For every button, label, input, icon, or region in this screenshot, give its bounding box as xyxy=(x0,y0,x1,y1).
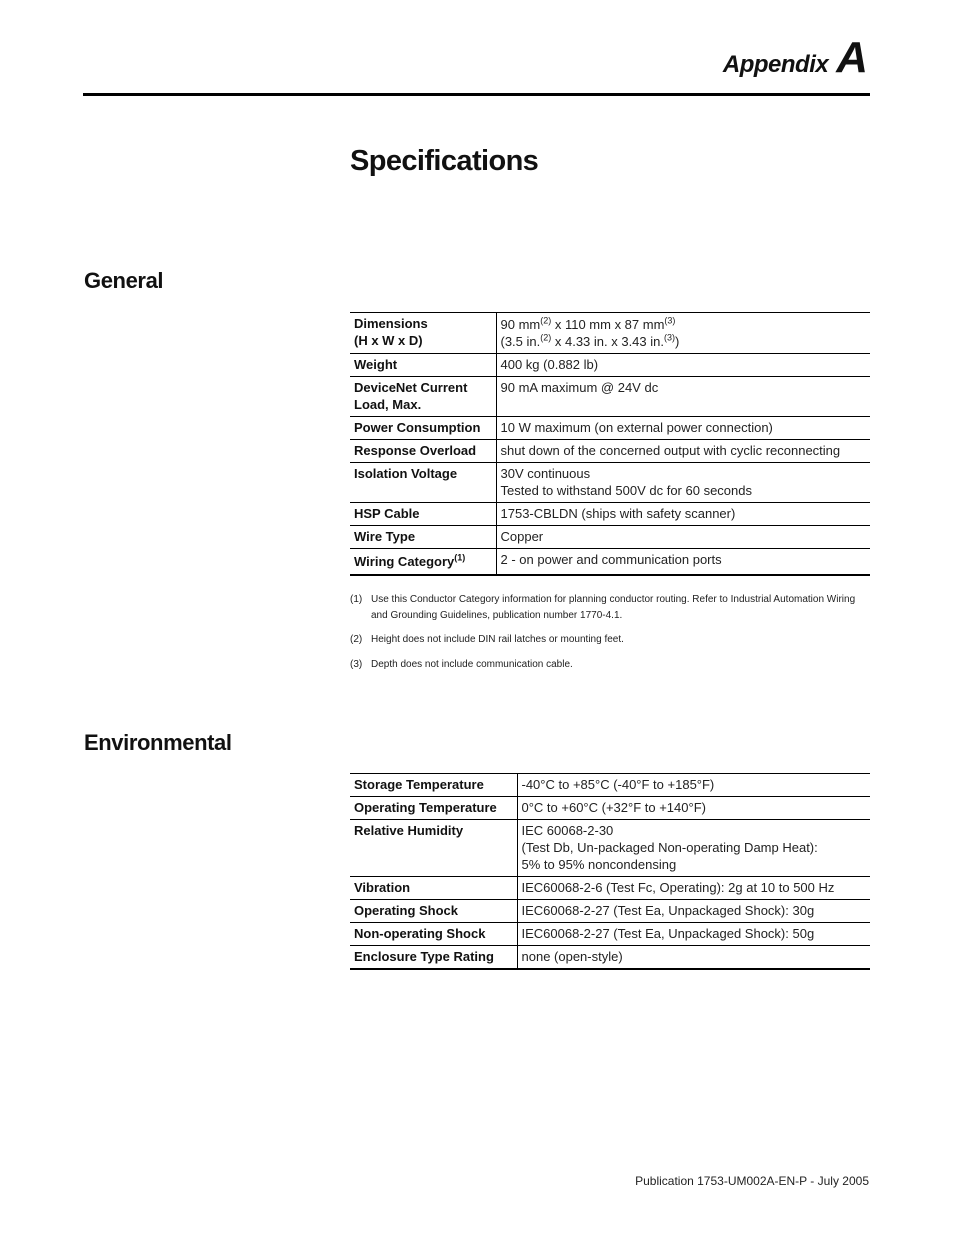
table-row xyxy=(350,417,870,440)
table-row xyxy=(350,946,870,970)
appendix-letter: A xyxy=(836,33,868,82)
row-value: Copper xyxy=(496,526,870,549)
row-label: Power Consumption xyxy=(350,417,496,440)
row-value: 400 kg (0.882 lb) xyxy=(496,354,870,377)
general-heading: General xyxy=(84,268,164,293)
row-value: 30V continuous Tested to withstand 500V dc for 60 seconds xyxy=(496,463,870,503)
page-footer: Publication 1753-UM002A-EN-P - July 2005 xyxy=(635,1174,869,1188)
appendix-header xyxy=(722,33,868,82)
footnote: (2) Height does not include DIN rail latches or mounting feet. xyxy=(350,634,624,645)
table-row xyxy=(350,820,870,877)
footnote: (3) Depth does not include communication cable. xyxy=(350,659,573,670)
row-value: IEC60068-2-27 (Test Ea, Unpackaged Shock): 30g xyxy=(517,900,870,923)
table-row xyxy=(350,377,870,417)
row-label: Relative Humidity xyxy=(350,820,517,877)
row-value: IEC 60068-2-30 (Test Db, Un-packaged Non-operating Damp Heat): 5% to 95% noncondensing xyxy=(517,820,870,877)
row-value: 0°C to +60°C (+32°F to +140°F) xyxy=(517,797,870,820)
table-row xyxy=(350,774,870,797)
row-label: Wire Type xyxy=(350,526,496,549)
table-row xyxy=(350,313,870,354)
row-value: IEC60068-2-6 (Test Fc, Operating): 2g at 10 to 500 Hz xyxy=(517,877,870,900)
table-row xyxy=(350,549,870,576)
row-label: Storage Temperature xyxy=(350,774,517,797)
table-row xyxy=(350,463,870,503)
row-label: Wiring Category$^{(1)}$ xyxy=(350,549,496,576)
row-label: Weight xyxy=(350,354,496,377)
row-label: DeviceNet Current Load, Max. xyxy=(350,377,496,417)
table-row xyxy=(350,354,870,377)
footnote: (1) Use this Conductor Category information for planning conductor routing. Refer to Industrial Automation Wiring and Grounding Guidelines, publication number 1770-4.1. xyxy=(350,594,856,621)
table-row xyxy=(350,797,870,820)
row-label: Response Overload xyxy=(350,440,496,463)
environmental-heading: Environmental xyxy=(84,730,232,755)
table-row xyxy=(350,503,870,526)
header-rule xyxy=(83,93,870,96)
row-value: none (open-style) xyxy=(517,946,870,970)
row-value: 90 $mm^{(2)}$ x 110 mm x 87 $mm^{(3)}$ (3.5 in.$^{(2)}$ x 4.33 in. x 3.43 in.$^{(3)}$) xyxy=(496,313,870,354)
table-row xyxy=(350,526,870,549)
row-value: -40°C to +85°C (-40°F to +185°F) xyxy=(517,774,870,797)
table-row xyxy=(350,877,870,900)
row-label: Operating Temperature xyxy=(350,797,517,820)
page-title: Specifications xyxy=(350,145,539,177)
row-value: 90 mA maximum @ 24V dc xyxy=(496,377,870,417)
row-value: 2 - on power and communication ports xyxy=(496,549,870,576)
row-label: Dimensions (H x W x D) xyxy=(350,313,496,354)
row-label: Non-operating Shock xyxy=(350,923,517,946)
row-value: IEC60068-2-27 (Test Ea, Unpackaged Shock): 50g xyxy=(517,923,870,946)
row-value: shut down of the concerned output with cyclic reconnecting xyxy=(496,440,870,463)
environmental-spec-table xyxy=(350,773,870,970)
row-value: 10 W maximum (on external power connection) xyxy=(496,417,870,440)
general-spec-table xyxy=(350,312,870,576)
row-label: Operating Shock xyxy=(350,900,517,923)
appendix-word: Appendix xyxy=(722,51,829,78)
table-row xyxy=(350,923,870,946)
row-label: Enclosure Type Rating xyxy=(350,946,517,970)
row-label: HSP Cable xyxy=(350,503,496,526)
table-row xyxy=(350,440,870,463)
row-value: 1753-CBLDN (ships with safety scanner) xyxy=(496,503,870,526)
table-row xyxy=(350,900,870,923)
row-label: Isolation Voltage xyxy=(350,463,496,503)
row-label: Vibration xyxy=(350,877,517,900)
